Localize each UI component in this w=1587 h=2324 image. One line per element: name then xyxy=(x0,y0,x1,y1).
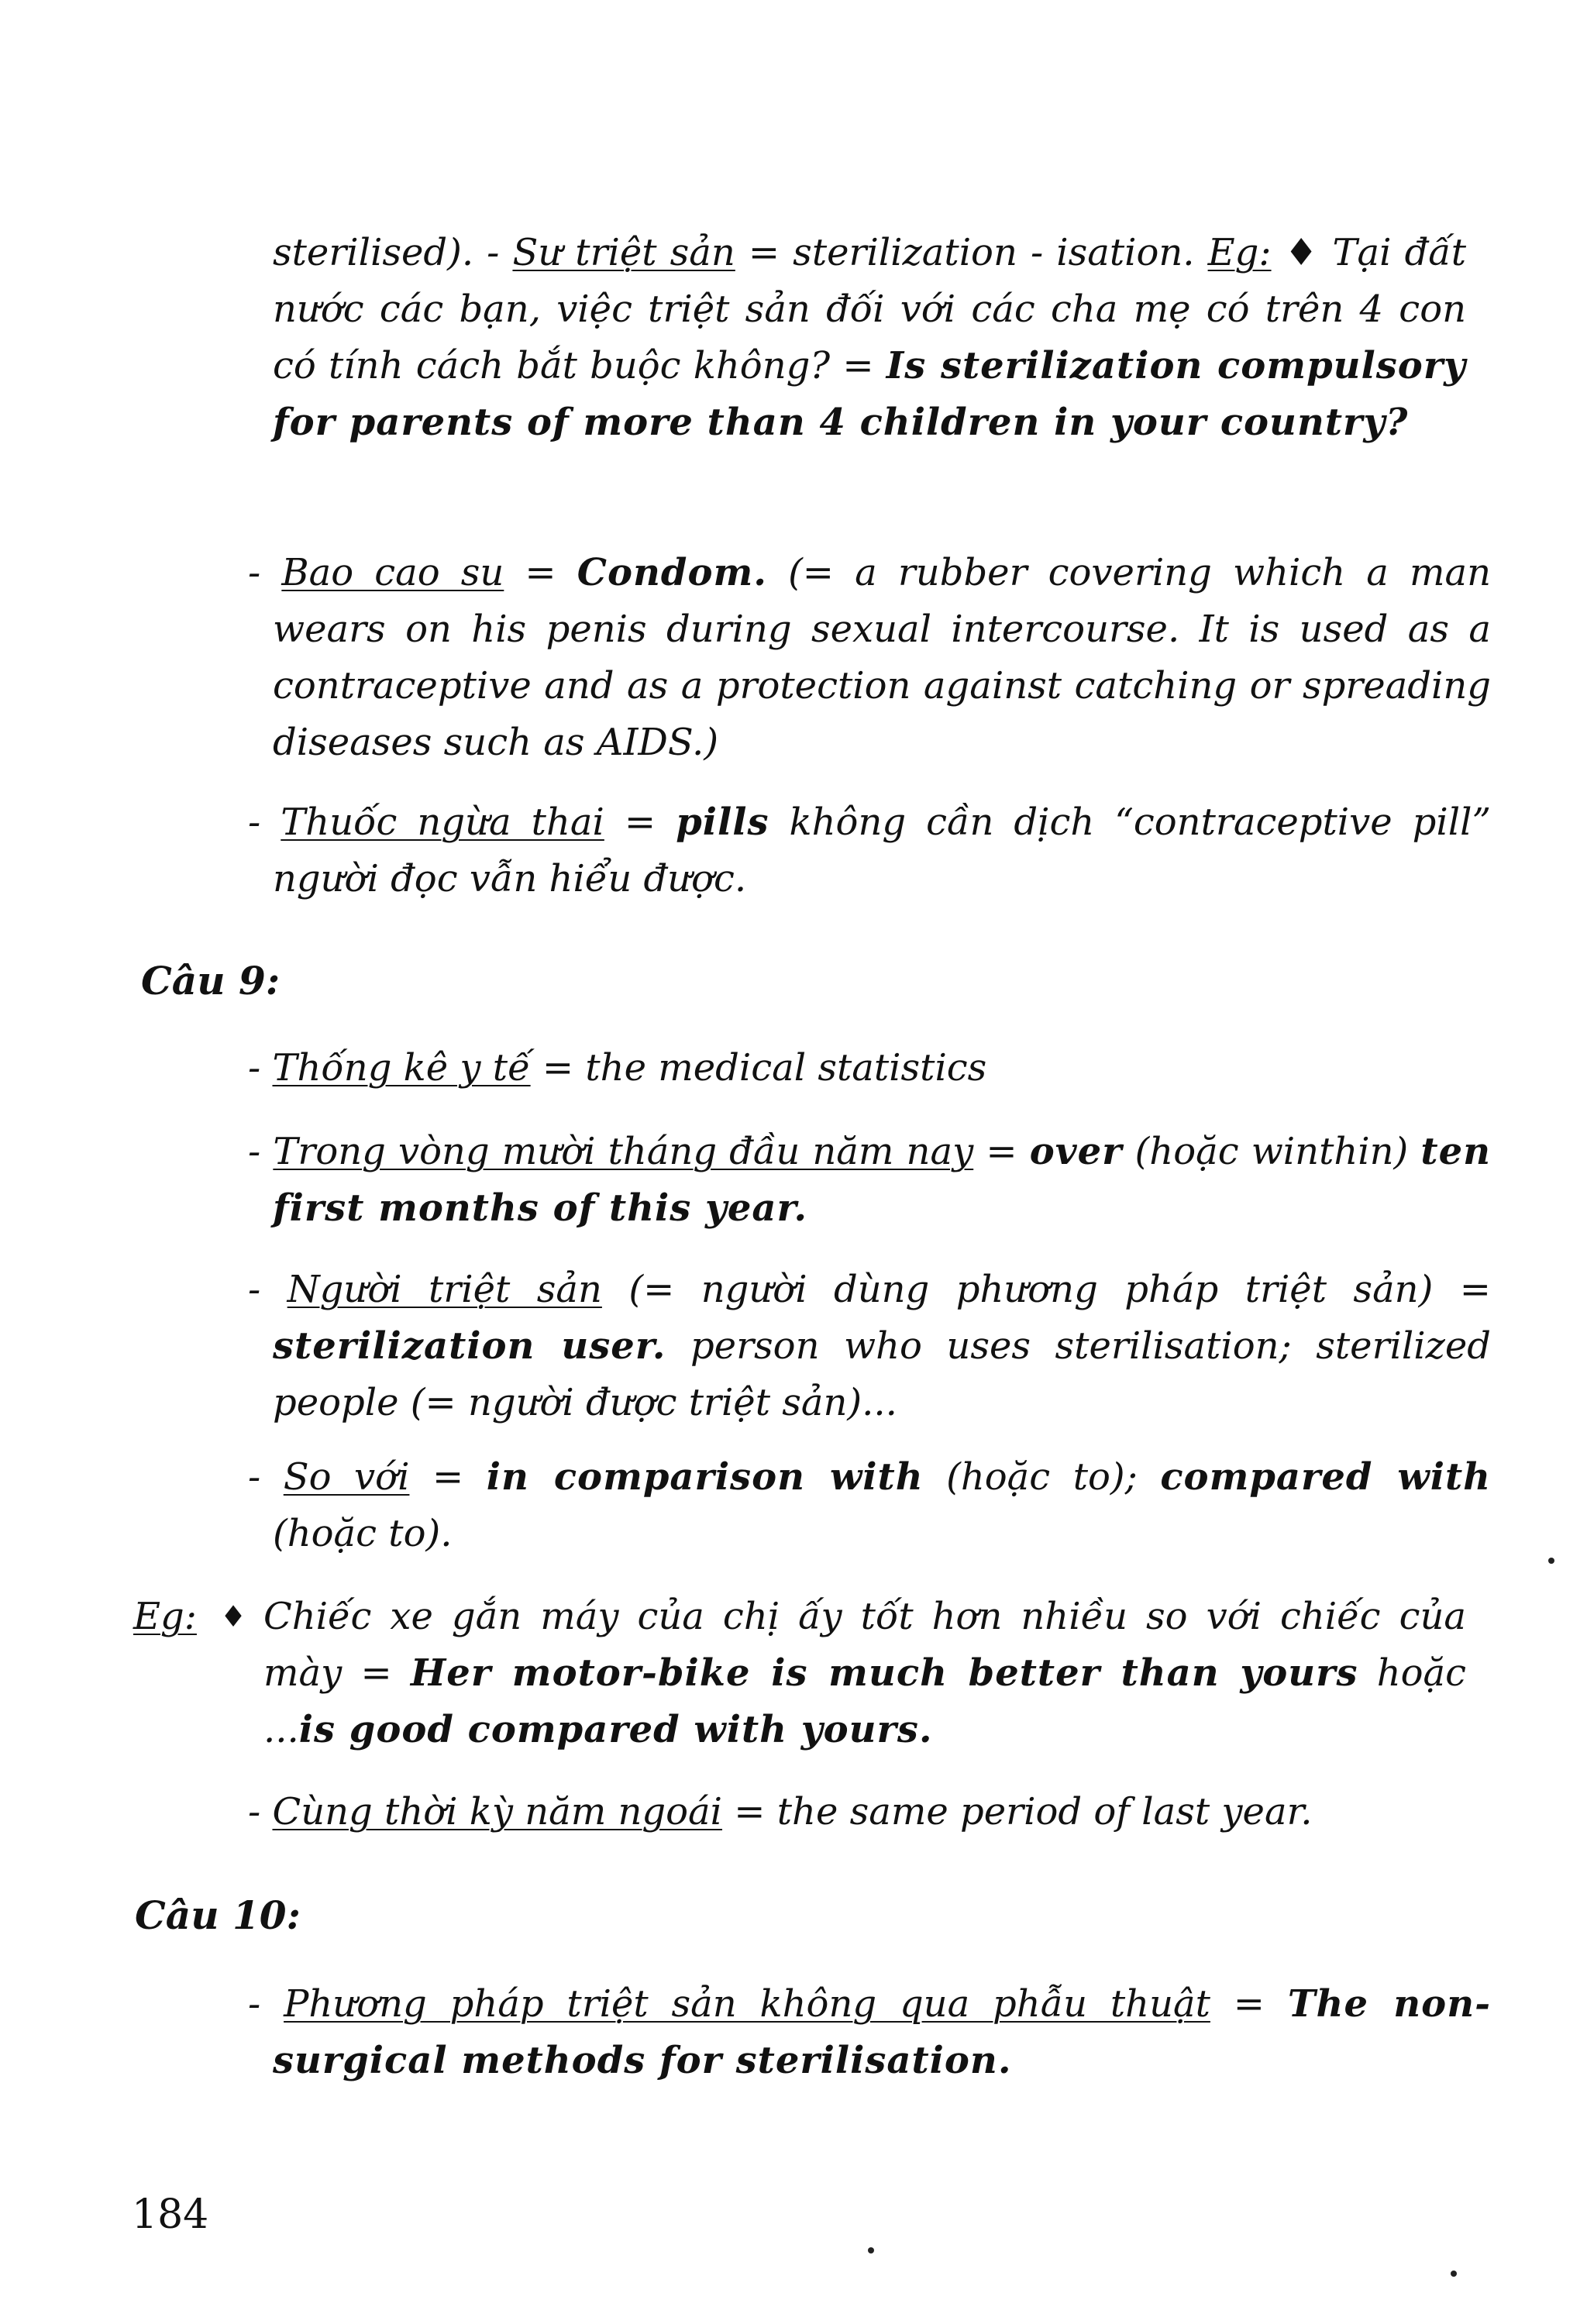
scan-speck xyxy=(1451,2271,1457,2277)
paragraph-condom: - Bao cao su = Condom. (= a rubber covering which a man wears on his penis during sexual intercourse. It is used as a contraceptive and as a protection against catching or spreading diseases such as AIDS.) xyxy=(248,551,1492,764)
term-so-voi: So với xyxy=(283,1455,410,1499)
paragraph-sterilization-user: - Người triệt sản (= người dùng phương pháp triệt sản) = sterilization user. person who uses sterilisation; sterilized people (= người được triệt sản)... xyxy=(248,1268,1492,1424)
eg-label: Eg: xyxy=(1207,231,1272,274)
heading-cau-10: Câu 10: xyxy=(135,1892,301,1938)
scan-speck xyxy=(1548,1558,1554,1564)
heading-cau-9: Câu 9: xyxy=(141,958,281,1004)
example-text: Chiếc xe gắn máy của chị ấy tốt hơn nhiều so với chiếc của mày = Her motor-bike is much better than yours hoặc ...is good compared with yours. xyxy=(263,1595,1467,1751)
term-su-triet-san: Sư triệt sản xyxy=(512,231,735,274)
bullet-icon: ♦ xyxy=(220,1599,247,1634)
paragraph-same-period: - Cùng thời kỳ năm ngoái = the same period of last year. xyxy=(248,1790,1313,1833)
paragraph-ten-months: - Trong vòng mười tháng đầu năm nay = over (hoặc winthin) ten first months of this year. xyxy=(248,1130,1492,1230)
term-phuong-phap: Phương pháp triệt sản không qua phẫu thuật xyxy=(284,1982,1210,2026)
scan-speck xyxy=(868,2247,874,2253)
term-cung-thoi-ky: Cùng thời kỳ năm ngoái xyxy=(272,1790,723,1833)
term-nguoi-triet-san: Người triệt sản xyxy=(287,1268,602,1311)
paragraph-pills: - Thuốc ngừa thai = pills không cần dịch “contraceptive pill” người đọc vẫn hiểu được. xyxy=(248,800,1492,900)
term-bao-cao-su: Bao cao su xyxy=(281,551,504,594)
paragraph-non-surgical: - Phương pháp triệt sản không qua phẫu thuật = The non-surgical methods for sterilisation. xyxy=(248,1982,1492,2082)
paragraph-so-voi: - So với = in comparison with (hoặc to); compared with (hoặc to). xyxy=(248,1455,1492,1555)
term-thuoc-ngua-thai: Thuốc ngừa thai xyxy=(281,800,604,844)
term-trong-vong: Trong vòng mười tháng đầu năm nay xyxy=(273,1130,974,1173)
page-number: 184 xyxy=(132,2191,209,2238)
term-thong-ke-y-te: Thống kê y tế xyxy=(272,1046,531,1090)
bold-translation: Is sterilization compulsory for parents of more than 4 children in your country? xyxy=(273,344,1466,444)
paragraph-medical-statistics: - Thống kê y tế = the medical statistics xyxy=(248,1046,987,1090)
paragraph-sterilisation: sterilised). - Sư triệt sản = sterilization - isation. Eg: ♦ Tại đất nước các bạn, việc triệt sản đối với các cha mẹ có trên 4 con có tính cách bắt buộc không? = Is sterilization compulsory for parents of more than 4 children in your country? xyxy=(273,231,1467,444)
eg-label: Eg: xyxy=(133,1595,197,1638)
